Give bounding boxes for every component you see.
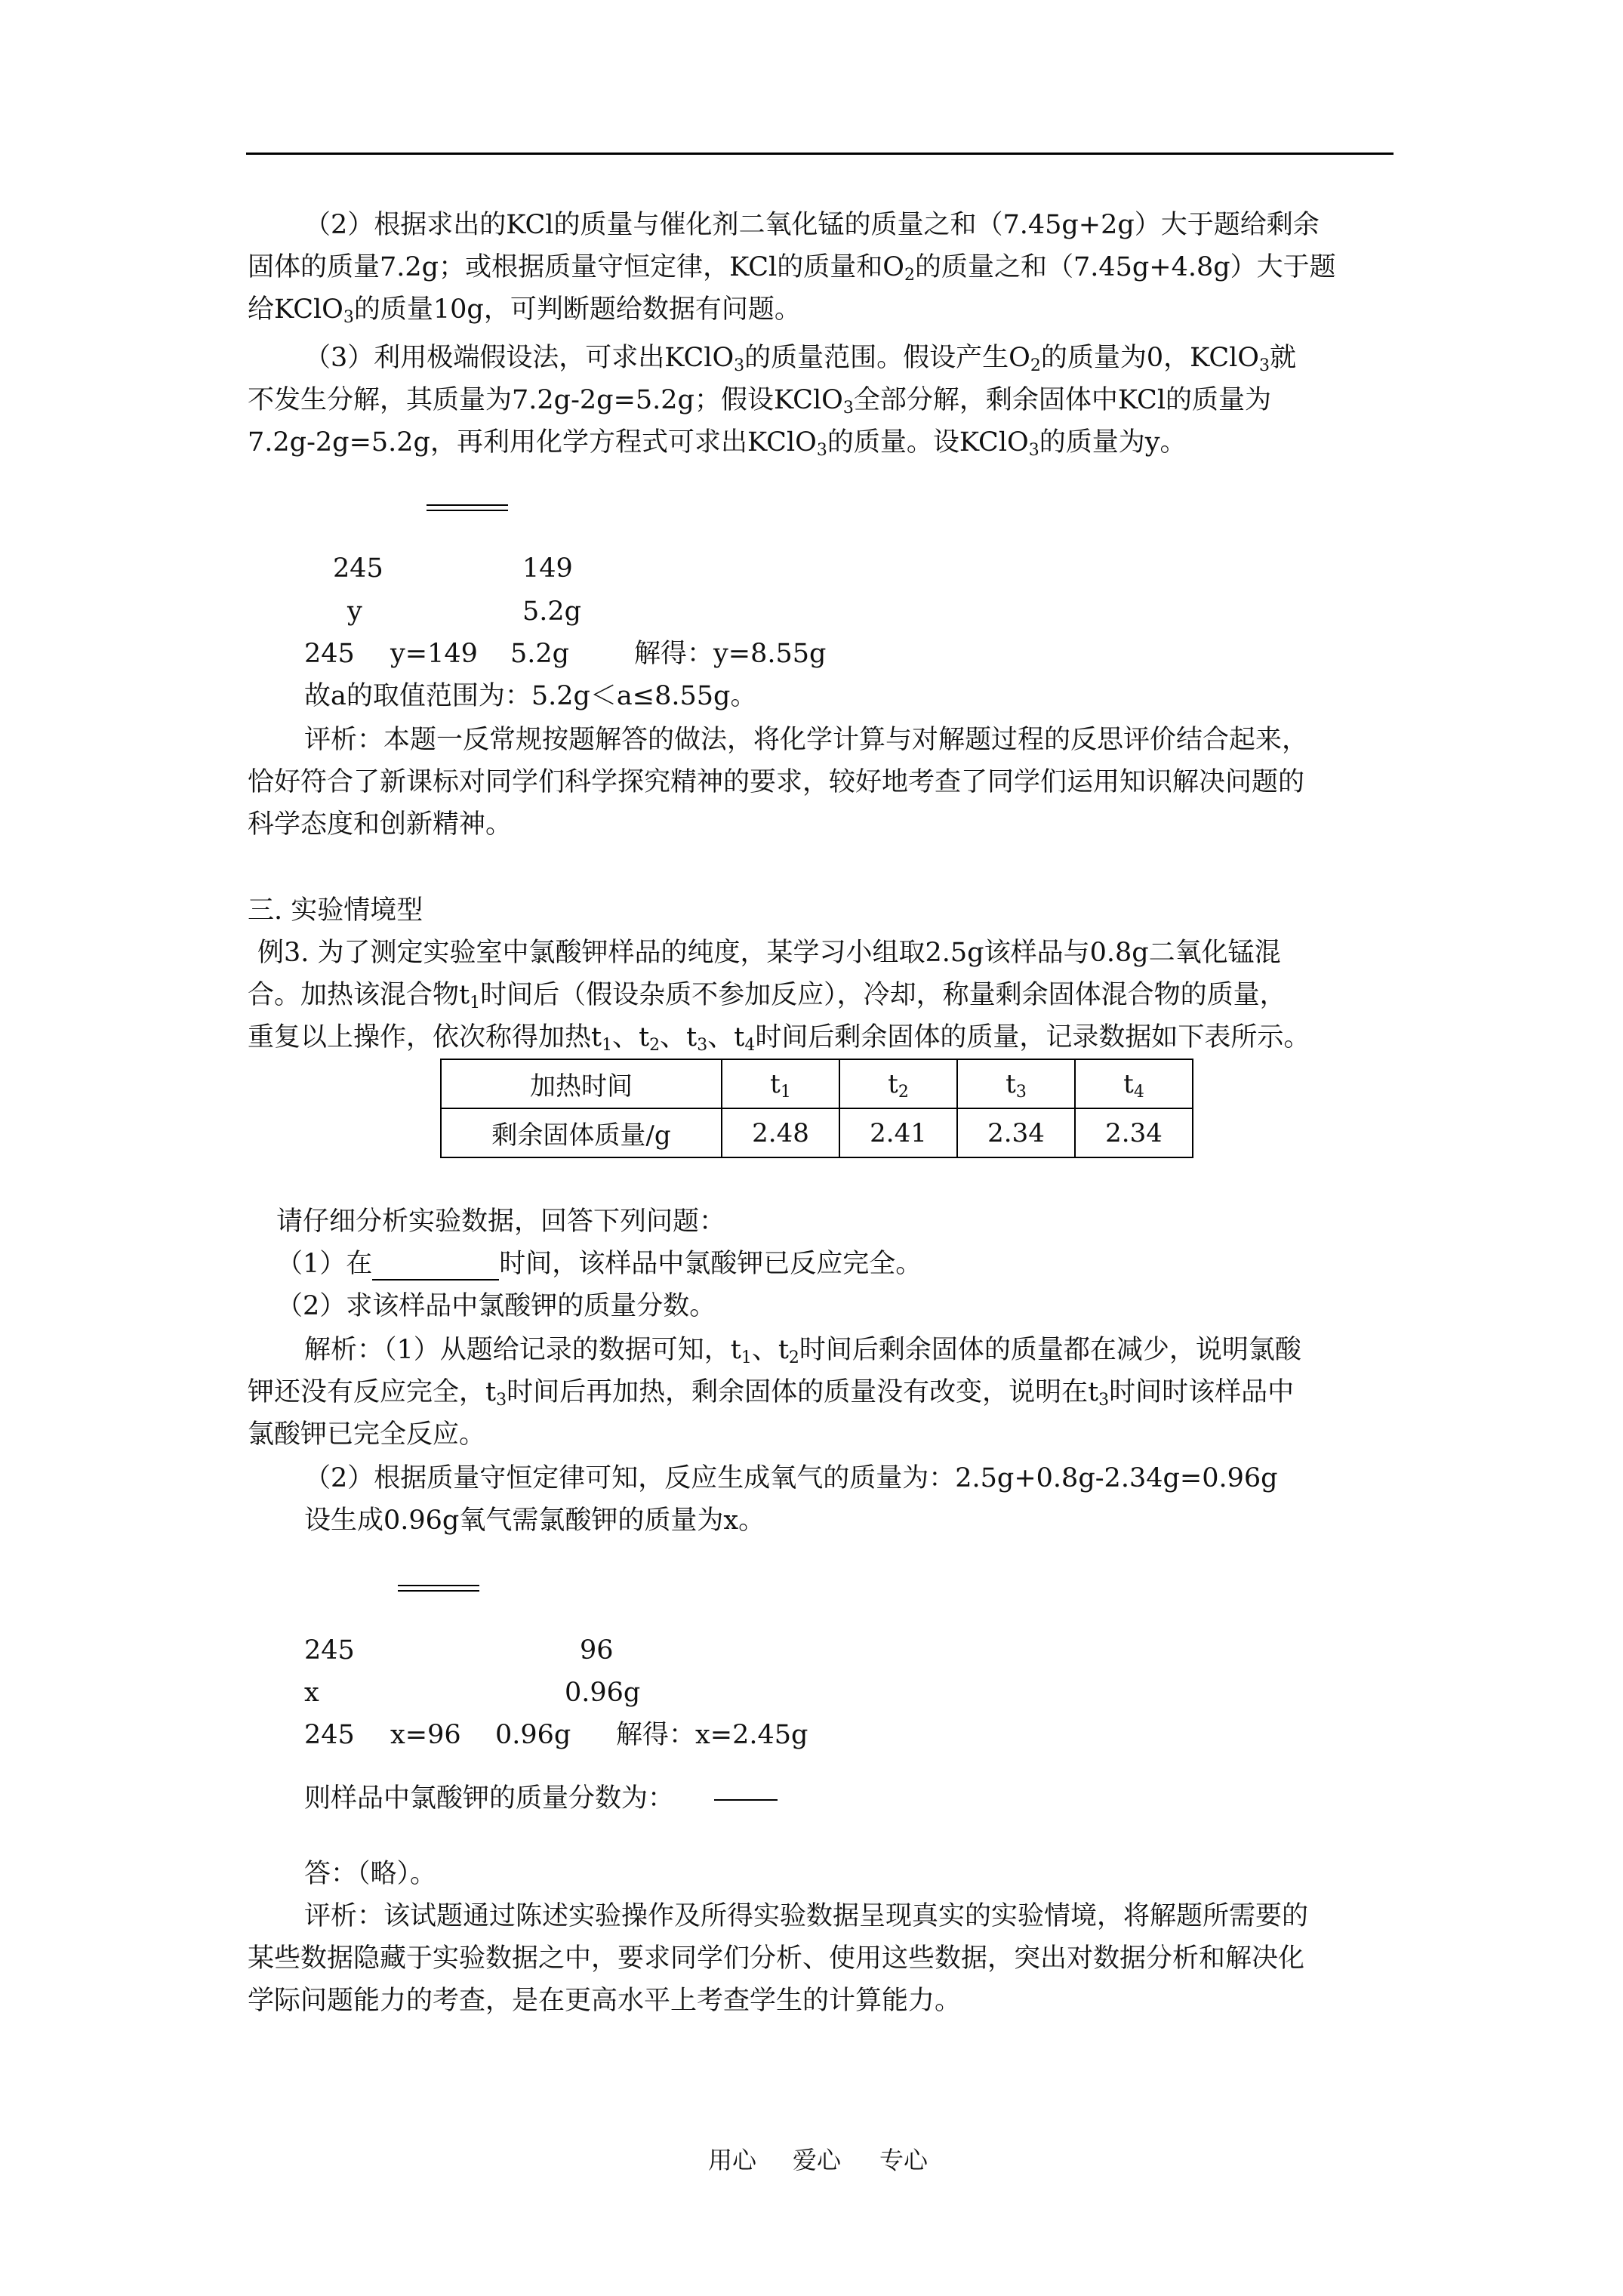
calc1-range: 故a的取值范围为：5.2g＜a≤8.55g。 bbox=[304, 681, 757, 711]
analysis-line3: 氯酸钾已完全反应。 bbox=[248, 1419, 486, 1450]
example3-line1: 例3. 为了测定实验室中氯酸钾样品的纯度，某学习小组取2.5g该样品与0.8g二氧化锰混 bbox=[257, 938, 1281, 968]
table-row bbox=[441, 1059, 1193, 1108]
calc1-proportion-b: y=149 bbox=[390, 639, 478, 669]
calc2-mr-kclo3: 245 bbox=[304, 1635, 355, 1666]
table-header-cell: $t_4$ bbox=[1075, 1059, 1193, 1108]
calc2-solution: 解得：x=2.45g bbox=[616, 1720, 808, 1750]
analysis-line4: （2）根据质量守恒定律可知，反应生成氧气的质量为：2.5g+0.8g-2.34g=0.96g bbox=[304, 1463, 1278, 1493]
table-header-cell: 加热时间 bbox=[441, 1059, 722, 1108]
analysis-line1: 解析：（1）从题给记录的数据可知，$t_1$、$t_2$时间后剩余固体的质量都在减少，说明氯酸 bbox=[304, 1335, 1301, 1367]
table-header-cell: $t_1$ bbox=[722, 1059, 839, 1108]
equation-equals-sign bbox=[427, 504, 508, 511]
calc2-mr-o2: 96 bbox=[580, 1635, 614, 1666]
calc1-mr-kclo3: 245 bbox=[333, 553, 383, 584]
calc1-solution: 解得：y=8.55g bbox=[634, 639, 827, 669]
calc1-known-mass: 5.2g bbox=[522, 596, 582, 627]
table-cell: 2.34 bbox=[1075, 1108, 1193, 1157]
table-cell: 2.48 bbox=[722, 1108, 839, 1157]
review1-line3: 科学态度和创新精神。 bbox=[248, 809, 513, 840]
review1-line2: 恰好符合了新课标对同学们科学探究精神的要求，较好地考查了同学们运用知识解决问题的 bbox=[248, 767, 1305, 797]
answer-line: 答：（略）。 bbox=[304, 1859, 437, 1889]
review2-line1: 评析：该试题通过陈述实验操作及所得实验数据呈现真实的实验情境，将解题所需要的 bbox=[304, 1901, 1309, 1931]
calc1-proportion-c: 5.2g bbox=[510, 639, 570, 669]
calc1-mr-kcl: 149 bbox=[522, 553, 573, 584]
header-rule bbox=[246, 153, 1394, 155]
calc1-proportion-a: 245 bbox=[304, 639, 355, 669]
p2-line2: 固体的质量7.2g；或根据质量守恒定律，KCl的质量和$O_2$的质量之和（7.45g+4.8g）大于题 bbox=[248, 252, 1336, 285]
question-1: （1）在 时间，该样品中氯酸钾已反应完全。 bbox=[276, 1249, 922, 1279]
footer-text-2: 爱心 bbox=[793, 2146, 842, 2174]
example3-line2: 合。加热该混合物$t_1$时间后（假设杂质不参加反应），冷却，称量剩余固体混合物的质量， bbox=[248, 980, 1286, 1012]
footer-text-3: 专心 bbox=[879, 2146, 929, 2174]
calc2-proportion-c: 0.96g bbox=[495, 1720, 571, 1750]
calc2-unknown: x bbox=[304, 1678, 319, 1708]
answer-blank[interactable] bbox=[372, 1252, 499, 1281]
p3-line2: 不发生分解，其质量为7.2g-2g=5.2g；假设KClO$_3$全部分解，剩余固体中KCl的质量为 bbox=[248, 385, 1272, 418]
review2-line3: 学际问题能力的考查，是在更高水平上考查学生的计算能力。 bbox=[248, 1986, 962, 2016]
fraction-bar bbox=[714, 1799, 778, 1801]
table-row bbox=[441, 1108, 1193, 1157]
table-cell: 剩余固体质量/g bbox=[441, 1108, 722, 1157]
calc1-unknown: y bbox=[347, 596, 362, 627]
table-header-cell: $t_3$ bbox=[957, 1059, 1075, 1108]
calc2-proportion-a: 245 bbox=[304, 1720, 355, 1750]
analysis-line5: 设生成0.96g氧气需氯酸钾的质量为x。 bbox=[304, 1505, 765, 1536]
p2-line1: （2）根据求出的KCl的质量与催化剂二氧化锰的质量之和（7.45g+2g）大于题给剩余 bbox=[304, 210, 1320, 240]
p3-line3: 7.2g-2g=5.2g，再利用化学方程式可求出KClO$_3$的质量。设KClO$_3$的质量为y。 bbox=[248, 427, 1187, 460]
data-table bbox=[440, 1059, 1193, 1158]
table-cell: 2.41 bbox=[839, 1108, 957, 1157]
review2-line2: 某些数据隐藏于实验数据之中，要求同学们分析、使用这些数据，突出对数据分析和解决化 bbox=[248, 1943, 1305, 1974]
calc2-proportion-b: x=96 bbox=[390, 1720, 461, 1750]
question-2: （2）求该样品中氯酸钾的质量分数。 bbox=[276, 1291, 716, 1321]
table-header-cell: $t_2$ bbox=[839, 1059, 957, 1108]
section3-heading: 三. 实验情境型 bbox=[248, 895, 423, 926]
review1-line1: 评析：本题一反常规按题解答的做法，将化学计算与对解题过程的反思评价结合起来， bbox=[304, 725, 1309, 755]
analysis-line2: 钾还没有反应完全，$t_3$时间后再加热，剩余固体的质量没有改变，说明在$t_3$时间时该样品中 bbox=[248, 1377, 1295, 1410]
calc2-known-mass: 0.96g bbox=[565, 1678, 641, 1708]
p3-line1: （3）利用极端假设法，可求出KClO$_3$的质量范围。假设产生$O_2$的质量为0，KClO$_3$就 bbox=[304, 343, 1297, 375]
mass-fraction-line: 则样品中氯酸钾的质量分数为： bbox=[304, 1783, 675, 1814]
table-cell: 2.34 bbox=[957, 1108, 1075, 1157]
example3-line3: 重复以上操作，依次称得加热$t_1$、$t_2$、$t_3$、$t_4$时间后剩余固体的质量，记录数据如下表所示。 bbox=[248, 1022, 1310, 1055]
footer-text-1: 用心 bbox=[708, 2146, 757, 2174]
equation-equals-sign bbox=[398, 1585, 479, 1592]
p2-line3: 给KClO$_3$的质量10g，可判断题给数据有问题。 bbox=[248, 294, 801, 327]
questions-intro: 请仔细分析实验数据，回答下列问题： bbox=[276, 1207, 726, 1237]
